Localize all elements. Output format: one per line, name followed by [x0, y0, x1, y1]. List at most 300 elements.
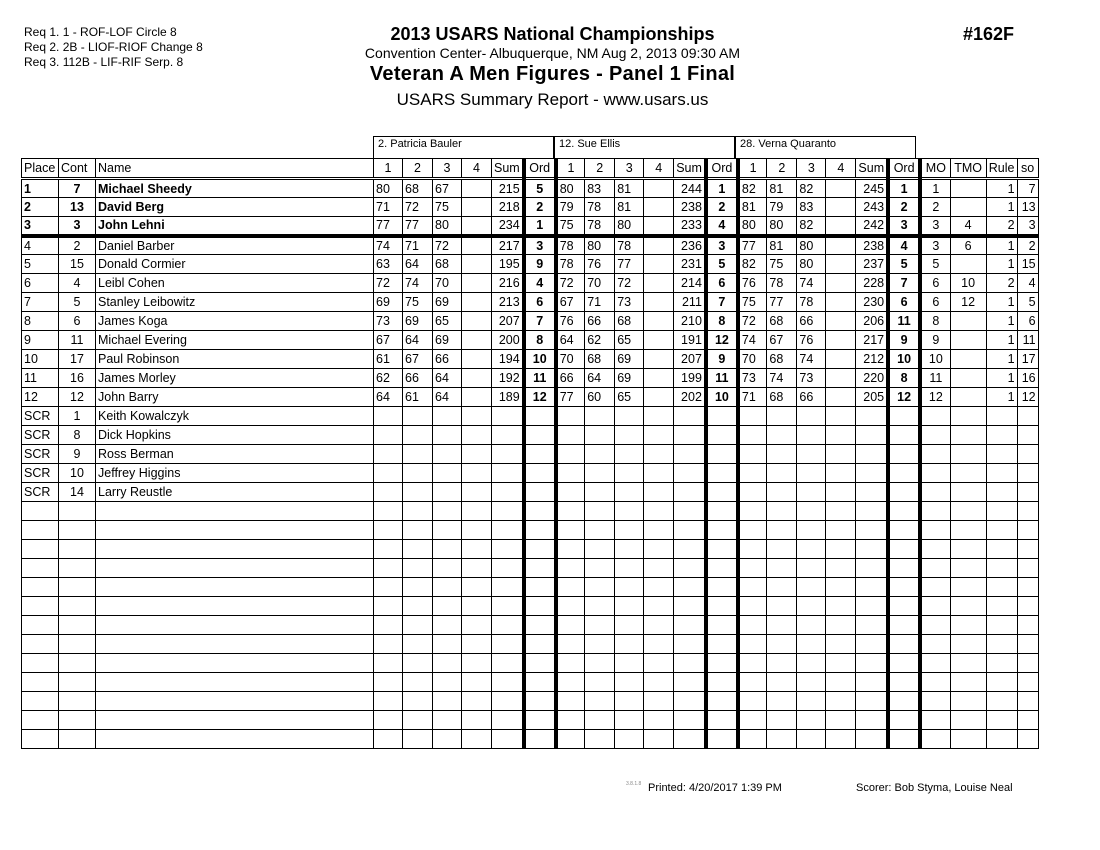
col-mo: MO	[920, 159, 950, 179]
empty-cell	[59, 730, 96, 749]
place-cell: 3	[22, 217, 59, 236]
rule-cell: 1	[986, 255, 1017, 274]
judge2-fig1-cell: 66	[556, 369, 585, 388]
empty-cell	[856, 597, 888, 616]
empty-cell	[856, 616, 888, 635]
empty-cell	[826, 616, 856, 635]
empty-cell	[59, 673, 96, 692]
judge2-ordinal-cell	[706, 464, 738, 483]
contestant-number-cell: 17	[59, 350, 96, 369]
empty-cell	[738, 711, 767, 730]
total-majority-ordinal-cell	[950, 464, 986, 483]
judge1-ordinal-cell	[524, 426, 556, 445]
table-row	[22, 483, 1039, 502]
empty-cell	[585, 597, 615, 616]
contestant-number-cell: 1	[59, 407, 96, 426]
empty-cell	[374, 673, 403, 692]
empty-cell	[986, 616, 1017, 635]
empty-cell	[644, 692, 674, 711]
col-cont: Cont	[59, 159, 96, 179]
judge2-fig2-cell: 64	[585, 369, 615, 388]
empty-cell	[492, 654, 524, 673]
judge3-ordinal-cell: 9	[888, 331, 920, 350]
judge3-fig1-cell: 82	[738, 179, 767, 198]
judge2-sum-cell: 210	[674, 312, 706, 331]
empty-cell	[96, 692, 374, 711]
empty-cell	[986, 692, 1017, 711]
skater-name-cell: David Berg	[96, 198, 374, 217]
judge1-fig3-cell: 75	[433, 198, 462, 217]
empty-cell	[59, 540, 96, 559]
empty-cell	[22, 578, 59, 597]
judge3-fig1-cell: 80	[738, 217, 767, 236]
contestant-number-cell: 3	[59, 217, 96, 236]
majority-ordinal-cell: 12	[920, 388, 950, 407]
judge3-ordinal-cell: 1	[888, 179, 920, 198]
empty-cell	[615, 559, 644, 578]
empty-cell	[920, 540, 950, 559]
empty-cell	[856, 540, 888, 559]
empty-cell	[433, 597, 462, 616]
judge3-fig1-cell: 71	[738, 388, 767, 407]
empty-cell	[826, 635, 856, 654]
judge3-fig2-cell	[767, 407, 797, 426]
judge1-fig4-cell	[462, 483, 492, 502]
start-order-cell: 6	[1017, 312, 1038, 331]
empty-cell	[403, 616, 433, 635]
empty-cell	[96, 540, 374, 559]
judge2-ordinal-cell	[706, 407, 738, 426]
skater-name-cell: Keith Kowalczyk	[96, 407, 374, 426]
judge3-sum-cell: 220	[856, 369, 888, 388]
judge1-fig3-cell: 67	[433, 179, 462, 198]
judge3-fig4-cell	[826, 483, 856, 502]
judge2-fig1-cell	[556, 483, 585, 502]
empty-table-row	[22, 559, 1039, 578]
contestant-number-cell: 8	[59, 426, 96, 445]
judge2-fig2-cell: 78	[585, 198, 615, 217]
empty-cell	[706, 616, 738, 635]
empty-cell	[374, 616, 403, 635]
empty-cell	[738, 540, 767, 559]
judge2-fig4-cell	[644, 464, 674, 483]
judge3-sum-cell: 217	[856, 331, 888, 350]
judge1-ordinal-cell: 6	[524, 293, 556, 312]
empty-cell	[59, 616, 96, 635]
empty-cell	[674, 711, 706, 730]
judge1-ordinal-cell: 1	[524, 217, 556, 236]
empty-cell	[462, 540, 492, 559]
empty-cell	[22, 673, 59, 692]
empty-cell	[585, 616, 615, 635]
empty-cell	[1017, 654, 1038, 673]
table-row	[22, 293, 1039, 312]
majority-ordinal-cell: 1	[920, 179, 950, 198]
judge1-fig2-cell	[403, 445, 433, 464]
judge3-ordinal-cell: 8	[888, 369, 920, 388]
judge1-fig1-cell: 61	[374, 350, 403, 369]
judge3-fig1-cell	[738, 407, 767, 426]
judge3-sum-cell: 230	[856, 293, 888, 312]
judge2-fig2-cell: 78	[585, 217, 615, 236]
judge3-fig4-cell	[826, 293, 856, 312]
judge1-ordinal-cell	[524, 483, 556, 502]
venue-datetime: Convention Center- Albuquerque, NM Aug 2, 2013 09:30 AM	[364, 45, 741, 61]
empty-cell	[374, 711, 403, 730]
judge3-fig3-cell	[797, 426, 826, 445]
judge2-sum-cell: 233	[674, 217, 706, 236]
empty-cell	[767, 616, 797, 635]
empty-cell	[920, 730, 950, 749]
event-title: Veteran A Men Figures - Panel 1 Final	[369, 63, 736, 85]
empty-cell	[524, 635, 556, 654]
empty-cell	[920, 673, 950, 692]
judge2-fig1-cell: 67	[556, 293, 585, 312]
empty-cell	[986, 540, 1017, 559]
contestant-number-cell: 4	[59, 274, 96, 293]
empty-cell	[767, 578, 797, 597]
judge2-sum-cell	[674, 464, 706, 483]
col-j3-fig1: 1	[738, 159, 767, 179]
empty-cell	[524, 578, 556, 597]
empty-cell	[524, 597, 556, 616]
place-cell: 9	[22, 331, 59, 350]
judge3-ordinal-cell: 5	[888, 255, 920, 274]
judge3-fig2-cell: 81	[767, 179, 797, 198]
empty-cell	[767, 673, 797, 692]
judge3-ordinal-cell	[888, 464, 920, 483]
judge2-fig1-cell: 64	[556, 331, 585, 350]
empty-cell	[462, 673, 492, 692]
start-order-cell: 5	[1017, 293, 1038, 312]
judge1-fig1-cell: 73	[374, 312, 403, 331]
judge3-fig3-cell	[797, 483, 826, 502]
rule-cell: 2	[986, 217, 1017, 236]
majority-ordinal-cell: 9	[920, 331, 950, 350]
empty-cell	[674, 597, 706, 616]
judge1-sum-cell	[492, 407, 524, 426]
table-row	[22, 198, 1039, 217]
report-title: USARS Summary Report - www.usars.us	[396, 90, 709, 109]
judge1-sum-cell: 189	[492, 388, 524, 407]
empty-cell	[585, 578, 615, 597]
empty-cell	[644, 597, 674, 616]
empty-cell	[706, 692, 738, 711]
empty-cell	[585, 521, 615, 540]
empty-cell	[674, 635, 706, 654]
judge2-fig4-cell	[644, 217, 674, 236]
judge1-fig1-cell: 72	[374, 274, 403, 293]
software-version: 3.8.1.8	[626, 781, 642, 787]
judge1-fig3-cell: 64	[433, 369, 462, 388]
empty-cell	[826, 673, 856, 692]
empty-cell	[462, 521, 492, 540]
empty-cell	[950, 521, 986, 540]
judge1-fig4-cell	[462, 350, 492, 369]
judge3-fig3-cell: 78	[797, 293, 826, 312]
judge3-sum-cell: 243	[856, 198, 888, 217]
skater-name-cell: Michael Evering	[96, 331, 374, 350]
empty-cell	[524, 692, 556, 711]
empty-cell	[888, 559, 920, 578]
empty-cell	[433, 559, 462, 578]
judge2-fig3-cell	[615, 407, 644, 426]
judge3-fig4-cell	[826, 179, 856, 198]
empty-cell	[888, 635, 920, 654]
empty-cell	[856, 673, 888, 692]
judge3-fig4-cell	[826, 388, 856, 407]
empty-cell	[433, 730, 462, 749]
empty-cell	[797, 635, 826, 654]
col-j1-fig1: 1	[374, 159, 403, 179]
rule-cell	[986, 445, 1017, 464]
empty-cell	[615, 635, 644, 654]
judge1-sum-cell: 195	[492, 255, 524, 274]
judge3-fig3-cell: 74	[797, 274, 826, 293]
empty-cell	[767, 692, 797, 711]
empty-cell	[856, 578, 888, 597]
majority-ordinal-cell	[920, 407, 950, 426]
judge3-sum-cell: 205	[856, 388, 888, 407]
contestant-number-cell: 14	[59, 483, 96, 502]
empty-cell	[374, 635, 403, 654]
judge2-fig1-cell: 75	[556, 217, 585, 236]
judge2-fig2-cell	[585, 407, 615, 426]
empty-cell	[462, 635, 492, 654]
empty-cell	[920, 502, 950, 521]
judge2-fig3-cell: 65	[615, 331, 644, 350]
judge2-fig2-cell: 66	[585, 312, 615, 331]
judge1-sum-cell: 217	[492, 236, 524, 255]
judge1-fig2-cell	[403, 426, 433, 445]
judge1-fig1-cell: 71	[374, 198, 403, 217]
empty-cell	[888, 692, 920, 711]
empty-cell	[767, 597, 797, 616]
empty-cell	[738, 673, 767, 692]
empty-cell	[615, 692, 644, 711]
judge2-fig2-cell: 62	[585, 331, 615, 350]
empty-cell	[706, 654, 738, 673]
empty-cell	[767, 502, 797, 521]
empty-cell	[492, 635, 524, 654]
empty-cell	[556, 654, 585, 673]
judge2-fig1-cell	[556, 464, 585, 483]
empty-cell	[433, 578, 462, 597]
judge3-ordinal-cell: 4	[888, 236, 920, 255]
empty-cell	[524, 559, 556, 578]
place-cell: SCR	[22, 445, 59, 464]
majority-ordinal-cell	[920, 426, 950, 445]
empty-cell	[706, 502, 738, 521]
judge1-fig3-cell	[433, 426, 462, 445]
judge2-ordinal-cell: 4	[706, 217, 738, 236]
judge1-sum-cell: 213	[492, 293, 524, 312]
judge1-fig1-cell: 74	[374, 236, 403, 255]
empty-cell	[706, 673, 738, 692]
empty-cell	[986, 559, 1017, 578]
judge2-fig2-cell	[585, 464, 615, 483]
empty-cell	[433, 673, 462, 692]
col-j1-fig2: 2	[403, 159, 433, 179]
empty-cell	[738, 521, 767, 540]
empty-cell	[986, 521, 1017, 540]
skater-name-cell: Michael Sheedy	[96, 179, 374, 198]
empty-cell	[96, 521, 374, 540]
empty-cell	[920, 692, 950, 711]
judge3-ordinal-cell: 6	[888, 293, 920, 312]
judge1-sum-cell: 218	[492, 198, 524, 217]
empty-cell	[615, 673, 644, 692]
judge2-sum-cell: 244	[674, 179, 706, 198]
empty-cell	[556, 692, 585, 711]
empty-cell	[433, 635, 462, 654]
empty-cell	[1017, 559, 1038, 578]
judge2-fig2-cell: 71	[585, 293, 615, 312]
requirement-3: Req 3. 112B - LIF-RIF Serp. 8	[24, 55, 184, 69]
empty-cell	[492, 730, 524, 749]
judge3-fig2-cell: 75	[767, 255, 797, 274]
judge2-fig4-cell	[644, 312, 674, 331]
empty-cell	[556, 559, 585, 578]
judge2-ordinal-cell: 2	[706, 198, 738, 217]
total-majority-ordinal-cell	[950, 388, 986, 407]
rule-cell	[986, 483, 1017, 502]
judge3-sum-cell: 238	[856, 236, 888, 255]
judge1-sum-cell: 194	[492, 350, 524, 369]
empty-cell	[1017, 616, 1038, 635]
empty-cell	[462, 711, 492, 730]
judge3-fig2-cell: 79	[767, 198, 797, 217]
judge2-fig4-cell	[644, 274, 674, 293]
empty-table-row	[22, 730, 1039, 749]
empty-cell	[556, 578, 585, 597]
judge1-fig1-cell: 62	[374, 369, 403, 388]
total-majority-ordinal-cell: 6	[950, 236, 986, 255]
empty-cell	[615, 654, 644, 673]
rule-cell: 1	[986, 312, 1017, 331]
judge3-fig4-cell	[826, 464, 856, 483]
judge2-ordinal-cell: 12	[706, 331, 738, 350]
empty-cell	[96, 616, 374, 635]
col-place: Place	[22, 159, 59, 179]
empty-cell	[826, 540, 856, 559]
empty-cell	[585, 559, 615, 578]
contestant-number-cell: 16	[59, 369, 96, 388]
total-majority-ordinal-cell	[950, 407, 986, 426]
empty-cell	[374, 559, 403, 578]
majority-ordinal-cell: 2	[920, 198, 950, 217]
place-cell: 2	[22, 198, 59, 217]
empty-cell	[888, 597, 920, 616]
skater-name-cell: John Barry	[96, 388, 374, 407]
column-header-row	[22, 159, 1039, 179]
judge1-fig4-cell	[462, 312, 492, 331]
empty-cell	[644, 654, 674, 673]
place-cell: 5	[22, 255, 59, 274]
empty-cell	[1017, 521, 1038, 540]
empty-cell	[738, 635, 767, 654]
empty-cell	[644, 635, 674, 654]
empty-cell	[797, 616, 826, 635]
empty-cell	[706, 540, 738, 559]
judge2-fig1-cell: 77	[556, 388, 585, 407]
empty-cell	[986, 578, 1017, 597]
skater-name-cell: Stanley Leibowitz	[96, 293, 374, 312]
empty-cell	[96, 502, 374, 521]
empty-cell	[920, 559, 950, 578]
empty-cell	[492, 711, 524, 730]
place-cell: 7	[22, 293, 59, 312]
empty-cell	[403, 502, 433, 521]
empty-cell	[1017, 540, 1038, 559]
empty-cell	[585, 502, 615, 521]
skater-name-cell: Donald Cormier	[96, 255, 374, 274]
total-majority-ordinal-cell	[950, 312, 986, 331]
judge2-ordinal-cell: 11	[706, 369, 738, 388]
judge3-fig1-cell	[738, 445, 767, 464]
empty-cell	[556, 502, 585, 521]
empty-cell	[706, 711, 738, 730]
empty-cell	[797, 654, 826, 673]
empty-cell	[556, 521, 585, 540]
judge1-sum-cell	[492, 483, 524, 502]
place-cell: 6	[22, 274, 59, 293]
empty-cell	[674, 578, 706, 597]
empty-table-row	[22, 597, 1039, 616]
col-j1-fig4: 4	[462, 159, 492, 179]
empty-cell	[706, 521, 738, 540]
judge3-sum-cell: 237	[856, 255, 888, 274]
judge3-sum-cell	[856, 407, 888, 426]
col-j2-fig1: 1	[556, 159, 585, 179]
place-cell: SCR	[22, 464, 59, 483]
judge3-fig4-cell	[826, 426, 856, 445]
judge2-ordinal-cell: 5	[706, 255, 738, 274]
majority-ordinal-cell: 3	[920, 236, 950, 255]
empty-cell	[403, 540, 433, 559]
requirements-list	[24, 25, 203, 70]
empty-cell	[1017, 730, 1038, 749]
empty-cell	[644, 502, 674, 521]
empty-cell	[644, 711, 674, 730]
empty-cell	[462, 559, 492, 578]
judge3-fig3-cell: 66	[797, 388, 826, 407]
majority-ordinal-cell: 6	[920, 274, 950, 293]
judge2-fig4-cell	[644, 331, 674, 350]
start-order-cell: 11	[1017, 331, 1038, 350]
empty-cell	[524, 616, 556, 635]
judge3-fig4-cell	[826, 350, 856, 369]
empty-cell	[856, 559, 888, 578]
table-row	[22, 388, 1039, 407]
judge1-fig2-cell	[403, 483, 433, 502]
empty-cell	[615, 616, 644, 635]
empty-cell	[644, 616, 674, 635]
judge3-sum-cell: 245	[856, 179, 888, 198]
empty-cell	[767, 540, 797, 559]
empty-cell	[674, 692, 706, 711]
total-majority-ordinal-cell	[950, 369, 986, 388]
judge1-fig3-cell: 68	[433, 255, 462, 274]
judge2-fig3-cell: 65	[615, 388, 644, 407]
judge1-ordinal-cell	[524, 445, 556, 464]
judge2-sum-cell: 231	[674, 255, 706, 274]
skater-name-cell: Jeffrey Higgins	[96, 464, 374, 483]
skater-name-cell: Daniel Barber	[96, 236, 374, 255]
empty-cell	[585, 635, 615, 654]
empty-cell	[797, 692, 826, 711]
empty-cell	[556, 711, 585, 730]
